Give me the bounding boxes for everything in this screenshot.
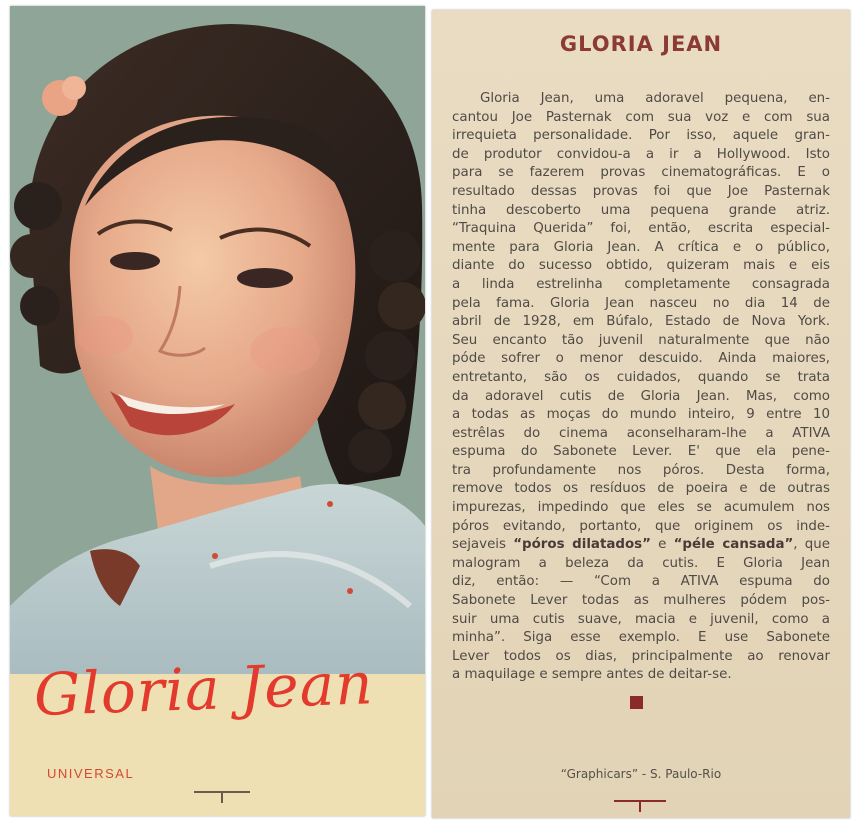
card-body-text [452,90,830,685]
portrait-photo-icon [10,6,425,674]
body-line: minha”. Siga esse exemplo. E use Sabonete [452,630,830,646]
body-line: da adoravel cutis de Gloria Jean. Mas, como [452,388,830,404]
body-line: póros evitando, portanto, que originem os inde- [452,518,830,534]
body-line: de produtor convidou-a a ir a Hollywood. Isto [452,146,830,162]
printer-credit: “Graphicars” - S. Paulo-Rio [560,767,722,781]
body-line: estrêlas do cinema aconselharam-lhe a ATIVA [452,425,830,441]
body-fragment: , que [793,537,830,553]
body-line: suir uma cutis suave, macia e juvenil, como a [452,611,830,627]
body-line: a maquilage e sempre antes de deitar-se. [452,667,732,683]
body-line: malogram a beleza da cutis. E Gloria Jean [452,555,830,571]
body-line: diz, então: — “Com a ATIVA espuma do [452,574,830,590]
signature-logo: Gloria Jean [32,649,375,729]
square-ornament-icon [630,696,643,709]
body-line: Seu encanto tão juvenil naturalmente que não [452,332,830,348]
body-line: a todas as moças do mundo inteiro, 9 entre 10 [452,407,830,423]
body-line: tra profundamente nos póros. Desta forma, [452,462,830,478]
body-line: Gloria Jean, uma adoravel pequena, en- [480,91,830,106]
body-line: póde sofrer o menor descuido. Ainda maiores, [452,351,830,367]
registration-mark-icon [612,798,668,814]
body-line: Sabonete Lever todas as mulheres pódem pos- [452,593,830,609]
body-line: espuma do Sabonete Lever. E' que ela pene- [452,444,830,460]
body-line [452,536,830,555]
registration-mark-icon [192,789,252,805]
body-fragment: sejaveis [452,537,514,553]
body-line: abril de 1928, em Búfalo, Estado de Nova York. [452,314,830,330]
body-line: a linda estrelinha completamente consagrada [452,276,830,292]
body-line: tinha descoberto uma pequena grande atriz. [452,202,830,218]
studio-label: UNIVERSAL [47,766,135,781]
back-card [432,10,850,818]
body-line: irrequieta personalidade. Por isso, aquele gran- [452,128,830,144]
body-line: entretanto, são os cuidados, quando se trata [452,369,830,385]
body-line: Lever todos os dias, principalmente ao renovar [452,648,830,664]
body-line: mente para Gloria Jean. A crítica e o público, [452,239,830,255]
emphasized-phrase: “péle cansada” [673,537,794,553]
front-card [10,6,425,816]
card-title: GLORIA JEAN [559,32,723,56]
body-line: remove todos os resíduos de poeira e de outras [452,481,830,497]
portrait-photo [10,6,425,674]
body-line: pela fama. Gloria Jean nasceu no dia 14 de [452,295,830,311]
body-line: resultado dessas provas foi que Joe Pasternak [452,183,830,199]
body-line: para se fazerem provas cinematográficas. E o [452,165,830,181]
body-fragment: e [650,537,674,553]
body-line: “Traquina Querida” foi, então, escrita especial- [452,221,830,237]
body-line: impurezas, impedindo que eles se acumulem nos [452,500,830,516]
body-line: cantou Joe Pasternak com sua voz e com sua [452,109,830,125]
body-line: diante do sucesso obtido, quizeram mais e eis [452,258,830,274]
emphasized-phrase: “póros dilatados” [513,537,651,553]
